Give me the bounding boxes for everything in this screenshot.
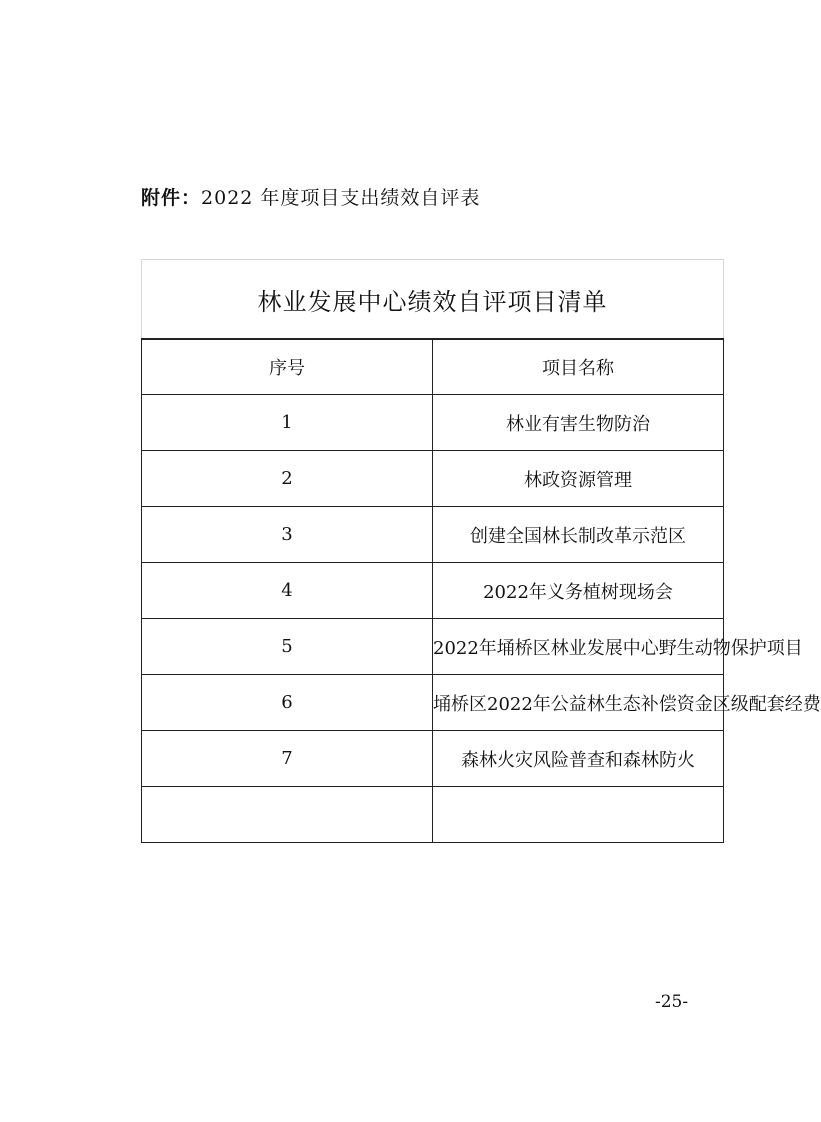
- table-row: [142, 507, 724, 563]
- project-name-cell: 创建全国林长制改革示范区: [433, 507, 724, 563]
- row-number-cell: 1: [142, 395, 433, 451]
- row-number-cell: 2: [142, 451, 433, 507]
- column-header-project-name: 项目名称: [433, 339, 724, 395]
- row-number-cell: 3: [142, 507, 433, 563]
- column-header-number: 序号: [142, 339, 433, 395]
- table-row: [142, 619, 724, 675]
- row-number-cell: 7: [142, 731, 433, 787]
- project-list-table: [141, 259, 821, 845]
- table-row: [142, 451, 724, 507]
- row-number-cell: 5: [142, 619, 433, 675]
- row-number-cell: [142, 787, 433, 843]
- project-name-cell: 埇桥区2022年公益林生态补偿资金区级配套经费: [433, 675, 724, 731]
- table-row-empty: [142, 787, 724, 843]
- row-number-cell: 4: [142, 563, 433, 619]
- project-name-cell: 林业有害生物防治: [433, 395, 724, 451]
- table-row: [142, 675, 724, 731]
- table-title-row: [142, 260, 724, 340]
- attachment-title: 2022 年度项目支出绩效自评表: [201, 187, 481, 209]
- table-row: [142, 395, 724, 451]
- project-name-cell: 森林火灾风险普查和森林防火: [433, 731, 724, 787]
- table-row: [142, 563, 724, 619]
- project-name-cell: [433, 787, 724, 843]
- project-name-cell: 2022年义务植树现场会: [433, 563, 724, 619]
- attachment-heading: [141, 183, 480, 213]
- project-name-cell: 2022年埇桥区林业发展中心野生动物保护项目: [433, 619, 724, 675]
- page-number: -25-: [655, 992, 689, 1012]
- table-row: [142, 731, 724, 787]
- attachment-label: 附件：: [141, 187, 202, 209]
- project-name-cell: 林政资源管理: [433, 451, 724, 507]
- table-title: 林业发展中心绩效自评项目清单: [142, 260, 724, 340]
- table-header-row: [142, 339, 724, 395]
- row-number-cell: 6: [142, 675, 433, 731]
